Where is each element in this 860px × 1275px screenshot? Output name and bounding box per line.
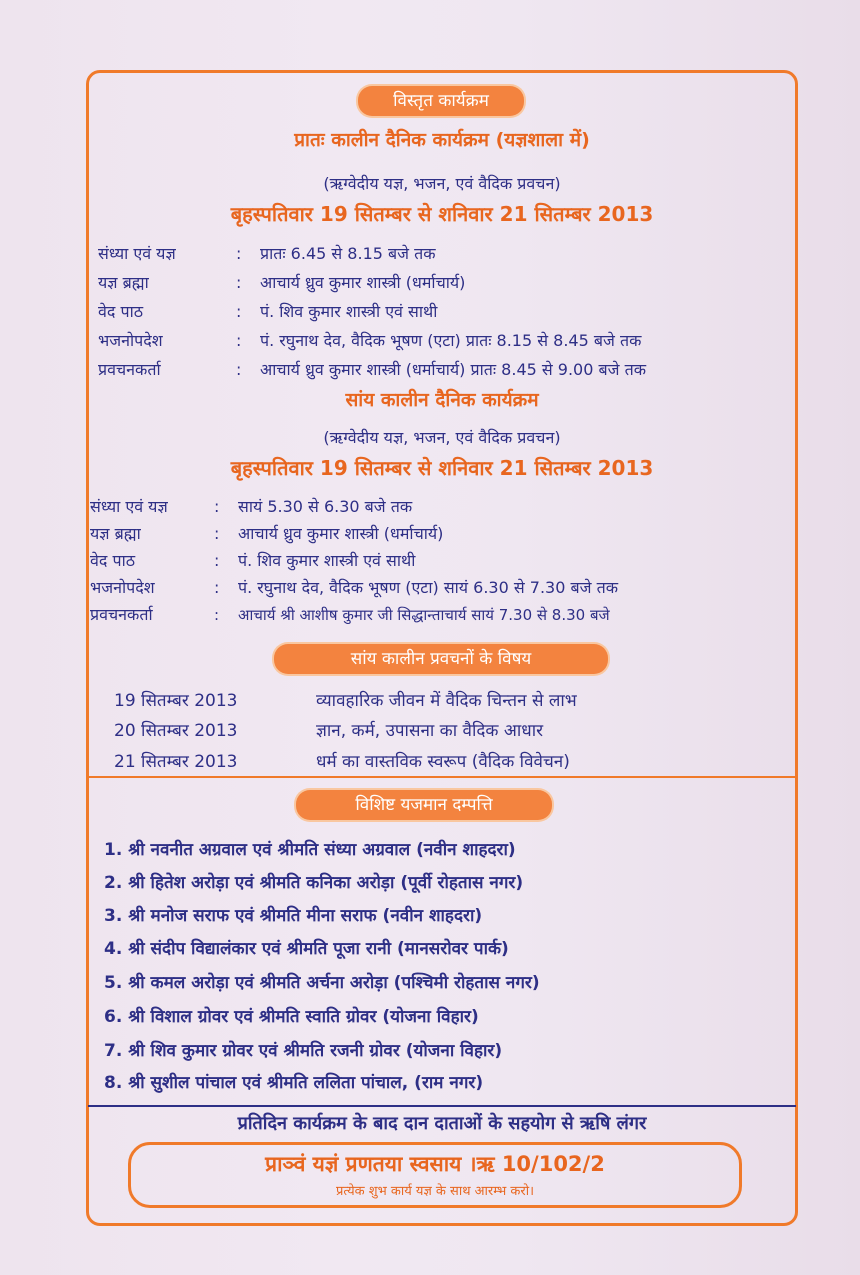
- list-item: 5. श्री कमल अरोड़ा एवं श्रीमति अर्चना अरोड़ा (पश्चिमी रोहतास नगर): [104, 973, 540, 993]
- section-title: विस्तृत कार्यक्रम: [358, 86, 524, 116]
- langar-note: प्रतिदिन कार्यक्रम के बाद दान दाताओं के सहयोग से ऋषि लंगर: [237, 1113, 647, 1134]
- row-separator: :: [236, 244, 242, 263]
- evening-date-range: बृहस्पतिवार 19 सितम्बर से शनिवार 21 सितम्बर 2013: [230, 456, 654, 480]
- evening-row: [90, 603, 610, 625]
- row-separator: :: [236, 331, 242, 350]
- row-separator: :: [236, 273, 242, 292]
- row-label: प्रवचनकर्ता: [90, 605, 153, 624]
- row-label: भजनोपदेश: [90, 578, 155, 597]
- morning-row: [98, 358, 646, 380]
- morning-row: [98, 300, 437, 322]
- row-label: भजनोपदेश: [98, 331, 163, 350]
- row-label: संध्या एवं यज्ञ: [98, 244, 176, 263]
- evening-row: [90, 495, 412, 517]
- row-separator: :: [214, 578, 220, 597]
- footer-mantra: प्राञ्वं यज्ञं प्रणतया स्वसाय ।ऋ 10/102/2: [265, 1152, 605, 1176]
- row-label: संध्या एवं यज्ञ: [90, 497, 168, 516]
- row-label: यज्ञ ब्रह्मा: [98, 273, 149, 292]
- evening-heading: सांय कालीन दैनिक कार्यक्रम: [345, 389, 539, 411]
- footer-box: [128, 1142, 742, 1208]
- row-value: आचार्य ध्रुव कुमार शास्त्री (धर्माचार्य): [238, 524, 444, 543]
- footer-translation: प्रत्येक शुभ कार्य यज्ञ के साथ आरम्भ करो।: [335, 1184, 535, 1199]
- morning-row: [98, 271, 465, 293]
- row-separator: :: [214, 551, 220, 570]
- evening-row: [90, 522, 443, 544]
- row-value: सायं 5.30 से 6.30 बजे तक: [238, 497, 413, 516]
- topic-text: धर्म का वास्तविक स्वरूप (वैदिक विवेचन): [316, 752, 570, 772]
- row-separator: :: [214, 524, 220, 543]
- row-value: आचार्य ध्रुव कुमार शास्त्री (धर्माचार्य): [260, 273, 466, 292]
- list-item: 2. श्री हितेश अरोड़ा एवं श्रीमति कनिका अरोड़ा (पूर्वी रोहतास नगर): [104, 873, 524, 893]
- divider: [88, 776, 796, 778]
- list-item: 6. श्री विशाल ग्रोवर एवं श्रीमति स्वाति ग्रोवर (योजना विहार): [104, 1007, 479, 1027]
- yajman-title: विशिष्ट यजमान दम्पत्ति: [296, 790, 552, 820]
- row-label: यज्ञ ब्रह्मा: [90, 524, 141, 543]
- row-value: पं. शिव कुमार शास्त्री एवं साथी: [260, 302, 438, 321]
- row-label: वेद पाठ: [98, 302, 144, 321]
- row-value: पं. रघुनाथ देव, वैदिक भूषण (एटा) सायं 6.30 से 7.30 बजे तक: [238, 578, 618, 597]
- morning-heading: प्रातः कालीन दैनिक कार्यक्रम (यज्ञशाला में): [294, 129, 590, 151]
- morning-subheading: (ऋग्वेदीय यज्ञ, भजन, एवं वैदिक प्रवचन): [323, 174, 561, 193]
- row-separator: :: [236, 302, 242, 321]
- row-label: वेद पाठ: [90, 551, 136, 570]
- row-separator: :: [214, 497, 220, 516]
- row-value: पं. शिव कुमार शास्त्री एवं साथी: [238, 551, 416, 570]
- row-value: आचार्य श्री आशीष कुमार जी सिद्धान्ताचार्य सायं 7.30 से 8.30 बजे: [238, 606, 610, 624]
- topic-text: व्यावहारिक जीवन में वैदिक चिन्तन से लाभ: [316, 691, 577, 711]
- divider: [88, 1105, 796, 1107]
- evening-row: [90, 576, 618, 598]
- row-value: प्रातः 6.45 से 8.15 बजे तक: [260, 244, 436, 263]
- row-separator: :: [214, 606, 220, 624]
- list-item: 4. श्री संदीप विद्यालंकार एवं श्रीमति पूजा रानी (मानसरोवर पार्क): [104, 939, 509, 959]
- topic-date: 19 सितम्बर 2013: [114, 691, 238, 711]
- morning-row: [98, 242, 436, 264]
- morning-date-range: बृहस्पतिवार 19 सितम्बर से शनिवार 21 सितम्बर 2013: [230, 202, 654, 226]
- topic-date: 20 सितम्बर 2013: [114, 721, 238, 741]
- row-separator: :: [236, 360, 242, 379]
- topic-text: ज्ञान, कर्म, उपासना का वैदिक आधार: [316, 721, 544, 741]
- morning-row: [98, 329, 641, 351]
- evening-subheading: (ऋग्वेदीय यज्ञ, भजन, एवं वैदिक प्रवचन): [323, 428, 561, 447]
- list-item: 7. श्री शिव कुमार ग्रोवर एवं श्रीमति रजनी ग्रोवर (योजना विहार): [104, 1041, 503, 1061]
- list-item: 8. श्री सुशील पांचाल एवं श्रीमति ललिता पांचाल, (राम नगर): [104, 1073, 484, 1093]
- row-label: प्रवचनकर्ता: [98, 360, 161, 379]
- evening-row: [90, 549, 415, 571]
- topics-title: सांय कालीन प्रवचनों के विषय: [274, 644, 608, 674]
- topic-date: 21 सितम्बर 2013: [114, 752, 238, 772]
- list-item: 3. श्री मनोज सराफ एवं श्रीमति मीना सराफ (नवीन शाहदरा): [104, 906, 483, 926]
- list-item: 1. श्री नवनीत अग्रवाल एवं श्रीमति संध्या अग्रवाल (नवीन शाहदरा): [104, 840, 516, 860]
- row-value: पं. रघुनाथ देव, वैदिक भूषण (एटा) प्रातः 8.15 से 8.45 बजे तक: [260, 331, 642, 350]
- row-value: आचार्य ध्रुव कुमार शास्त्री (धर्माचार्य) प्रातः 8.45 से 9.00 बजे तक: [260, 360, 647, 379]
